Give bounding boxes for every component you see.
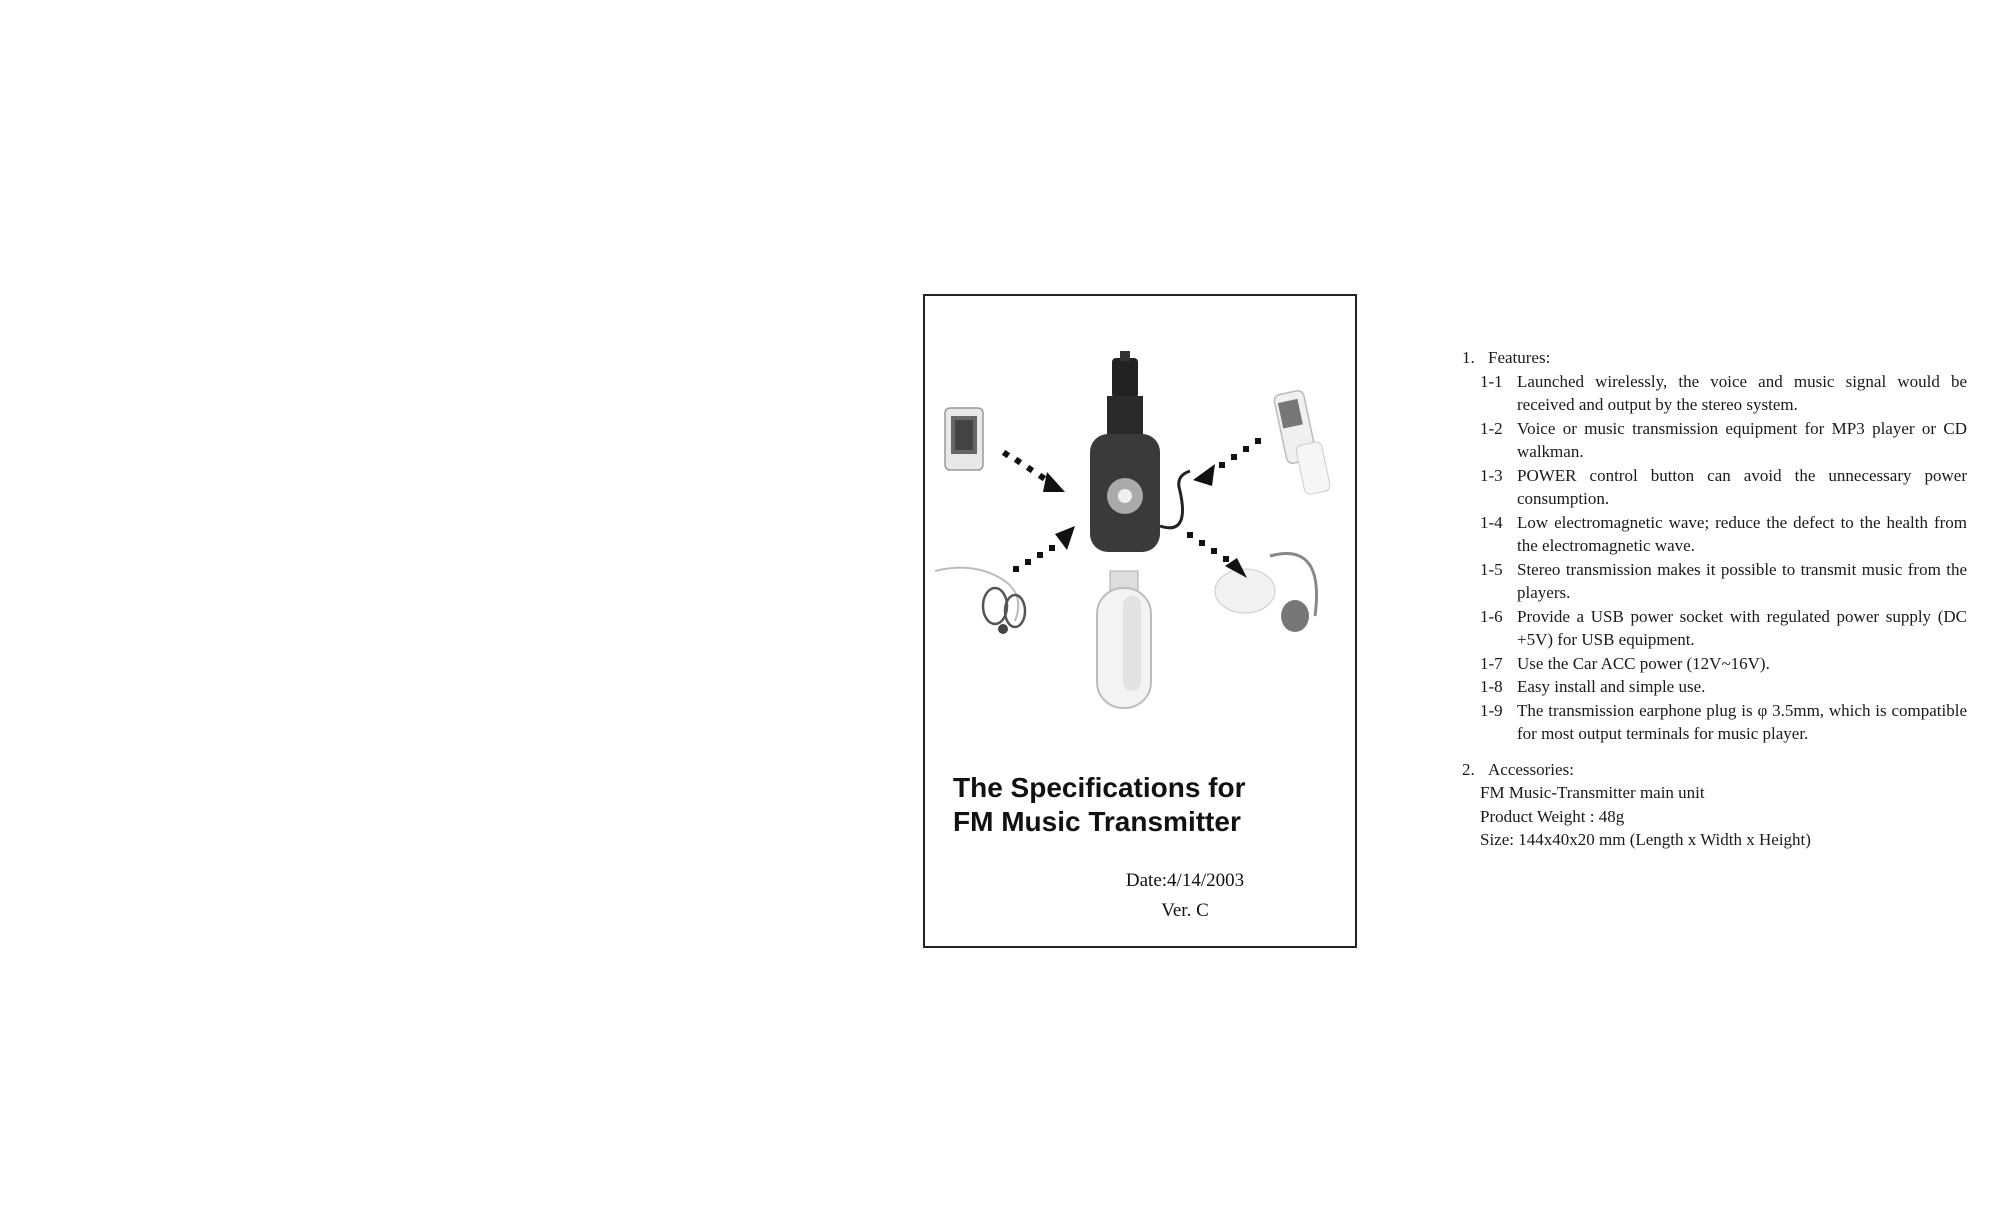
cover-card (923, 294, 1357, 948)
feature-item (1462, 370, 1967, 417)
document-meta (1095, 866, 1275, 926)
feature-text: Launched wirelessly, the voice and music signal would be received and output by the stereo system. (1517, 371, 1967, 414)
feature-text: Use the Car ACC power (12V~16V). (1517, 653, 1770, 673)
feature-number: 1-4 (1480, 512, 1503, 532)
product-illustration (925, 296, 1355, 736)
feature-text: Low electromagnetic wave; reduce the defect to the health from the electromagnetic wave. (1517, 512, 1967, 555)
arrow-top-right (1193, 438, 1261, 486)
product-illustration-svg (925, 296, 1355, 736)
feature-number: 1-5 (1480, 559, 1503, 579)
feature-number: 1-9 (1480, 700, 1503, 720)
feature-text: POWER control button can avoid the unnecessary power consumption. (1517, 465, 1967, 508)
feature-item (1462, 652, 1967, 676)
feature-item (1462, 558, 1967, 605)
feature-text: The transmission earphone plug is φ 3.5mm, which is compatible for most output terminals for music player. (1517, 700, 1967, 743)
accessory-item: Product Weight : 48g (1480, 806, 1625, 826)
features-heading (1462, 346, 1967, 370)
feature-number: 1-2 (1480, 418, 1503, 438)
feature-item (1462, 675, 1967, 699)
feature-text: Stereo transmission makes it possible to transmit music from the players. (1517, 559, 1967, 602)
accessory-item: Size: 144x40x20 mm (Length x Width x Height) (1480, 830, 1811, 849)
features-heading-label: Features: (1488, 348, 1551, 367)
document-version: Ver. C (1161, 900, 1209, 921)
portable-player-image (1273, 390, 1331, 496)
feature-text: Voice or music transmission equipment for MP3 player or CD walkman. (1517, 418, 1967, 461)
mp3-player-image (945, 408, 983, 470)
usb-stick-image (1097, 571, 1151, 708)
features-heading-number: 1. (1462, 348, 1475, 367)
title-line-1: The Specifications for (953, 772, 1246, 803)
arrow-bottom-right (1187, 532, 1247, 578)
accessory-item: FM Music-Transmitter main unit (1480, 783, 1705, 802)
feature-number: 1-7 (1480, 653, 1503, 673)
section-gap (1462, 746, 1967, 758)
arrow-bottom-left (1013, 526, 1075, 572)
feature-text: Provide a USB power socket with regulated power supply (DC +5V) for USB equipment. (1517, 606, 1967, 649)
accessories-heading (1462, 758, 1967, 782)
feature-item (1462, 699, 1967, 746)
feature-number: 1-6 (1480, 606, 1503, 626)
earphones-image (935, 568, 1025, 634)
feature-item (1462, 511, 1967, 558)
specifications (1462, 346, 1967, 852)
feature-item (1462, 605, 1967, 652)
document-title (953, 771, 1246, 839)
fm-transmitter-image (1090, 351, 1190, 552)
features-list (1462, 370, 1967, 746)
title-line-2: FM Music Transmitter (953, 806, 1241, 837)
accessories-heading-number: 2. (1462, 759, 1475, 779)
accessories-list (1462, 781, 1967, 852)
document-date: Date:4/14/2003 (1125, 870, 1245, 891)
feature-number: 1-3 (1480, 465, 1503, 485)
feature-number: 1-8 (1480, 677, 1503, 696)
feature-item (1462, 417, 1967, 464)
feature-text: Easy install and simple use. (1517, 677, 1706, 696)
feature-number: 1-1 (1480, 371, 1503, 391)
arrow-top-left (1002, 450, 1065, 492)
accessories-heading-label: Accessories: (1488, 759, 1574, 779)
feature-item (1462, 464, 1967, 511)
